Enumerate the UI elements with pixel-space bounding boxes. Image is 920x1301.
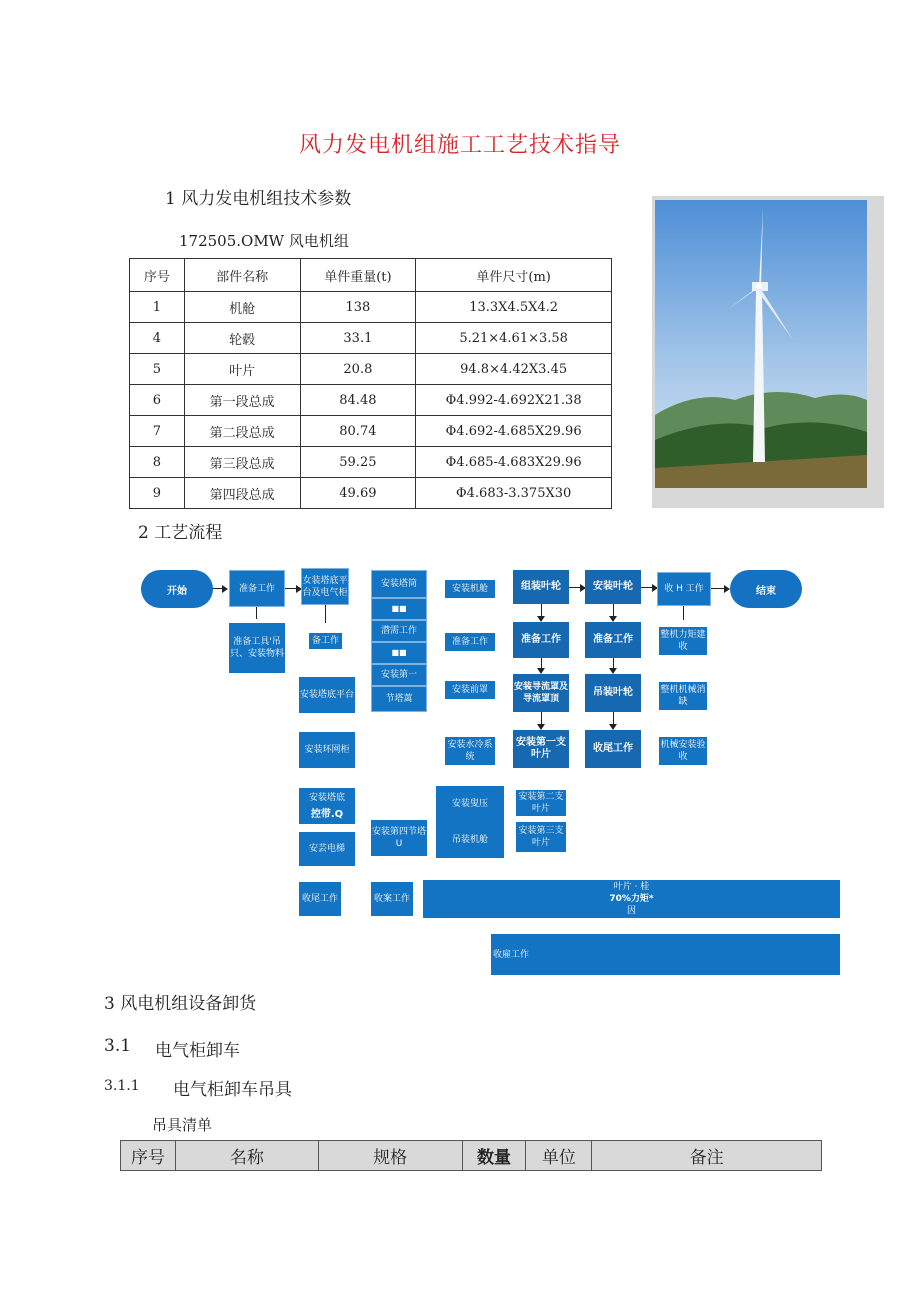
first-blade-box: 安装第一支叶片 — [513, 730, 569, 768]
end-node: 结束 — [730, 570, 802, 608]
connector — [711, 588, 725, 589]
cell: 叶片 — [184, 354, 300, 385]
section-3-1-1-number: 3.1.1 — [104, 1078, 140, 1094]
mech-accept-box: 机械安装验收 — [659, 737, 707, 765]
cell: 138 — [300, 292, 416, 323]
connector — [683, 606, 684, 620]
assemble-rotor-box: 组装叶轮 — [513, 570, 569, 604]
third-blade-box: 安装第三支叶片 — [516, 822, 566, 852]
base-ctrl-box-2: 控带.Q — [299, 806, 355, 824]
cell: 7 — [130, 416, 185, 447]
cell: 第一段总成 — [184, 385, 300, 416]
tower-box: 安装塔筒 — [371, 570, 427, 598]
cell: 9 — [130, 478, 185, 509]
finish-box-2: 收案工作 — [371, 882, 413, 916]
header-cell: 单件重量(t) — [300, 259, 416, 292]
table-header-row — [130, 259, 612, 292]
header-cell: 部件名称 — [184, 259, 300, 292]
cell: Φ4.992-4.692X21.38 — [416, 385, 612, 416]
cell: 第四段总成 — [184, 478, 300, 509]
header-cell: 单件尺寸(m) — [416, 259, 612, 292]
ring-cabinet-box: 安装环网柜 — [299, 732, 355, 768]
mech-clean-box: 整机机械消缺 — [659, 682, 707, 710]
tools-table — [120, 1140, 822, 1171]
prep3-box: 准备工作 — [445, 633, 495, 651]
prep2-box: 备工作 — [309, 633, 342, 649]
nacelle-box: 安装机舱 — [445, 580, 495, 598]
section-3-1-number: 3.1 — [104, 1036, 132, 1056]
cell: 84.48 — [300, 385, 416, 416]
prep5-box: 准备工作 — [585, 622, 641, 658]
cell: Φ4.685-4.683X29.96 — [416, 447, 612, 478]
header-cell: 规格 — [318, 1141, 462, 1171]
cell: 20.8 — [300, 354, 416, 385]
header-cell: 数量 — [462, 1141, 526, 1171]
finish-box-1: 收尾工作 — [299, 882, 341, 916]
second-blade-box: 安装第二支叶片 — [516, 790, 566, 816]
table-row — [130, 416, 612, 447]
tower-first-box-2: 节塔蓠 — [371, 686, 427, 712]
cell: Φ4.683-3.375X30 — [416, 478, 612, 509]
prep4-box: 准备工作 — [513, 622, 569, 658]
cell: 机舱 — [184, 292, 300, 323]
cell: 6 — [130, 385, 185, 416]
base-ctrl-box-1: 安装塔底 — [299, 788, 355, 808]
prep-sub-box: 准备工具'吊只、安装物料 — [229, 623, 285, 673]
arrow — [222, 585, 228, 593]
model-label: 172505.OMW 风电机组 — [179, 232, 349, 250]
tower-fourth-box: 安装第四节塔 U — [371, 820, 427, 856]
cell: 94.8×4.42X3.45 — [416, 354, 612, 385]
cell: 33.1 — [300, 323, 416, 354]
wide-box-2: 收雇工作 — [491, 934, 840, 975]
cell: 第二段总成 — [184, 416, 300, 447]
elevator-box: 安芸电梯 — [299, 832, 355, 866]
tower-first-box-1: 安装第一 — [371, 664, 427, 686]
wide-box-1-line-3: 因 — [626, 906, 636, 916]
section-3-1-heading: 电气柜卸车 — [155, 1041, 240, 1061]
wind-turbine-photo — [655, 200, 867, 488]
cell: Φ4.692-4.685X29.96 — [416, 416, 612, 447]
tools-list-label: 吊具清单 — [152, 1116, 213, 1134]
transformer-box: 安装叟压 — [436, 786, 504, 822]
section-1-heading: 1 风力发电机组技术参数 — [165, 189, 352, 209]
cell: 4 — [130, 323, 185, 354]
table-row — [130, 323, 612, 354]
lift-nacelle-box: 吊装机舱 — [436, 822, 504, 858]
section-2-heading: 2 工艺流程 — [138, 523, 223, 543]
cell: 1 — [130, 292, 185, 323]
section-3-1-1-heading: 电气柜卸车吊具 — [173, 1080, 292, 1100]
lift-rotor-box: 吊装叶轮 — [585, 674, 641, 712]
table-row — [130, 354, 612, 385]
dots-box-1: ■■ — [371, 598, 427, 620]
water-cool-box: 安装水冷系统 — [445, 737, 495, 765]
finish-h-box: 收 H 工作 — [657, 572, 711, 606]
header-cell: 名称 — [175, 1141, 318, 1171]
table-row — [130, 447, 612, 478]
finish-box-3: 收尾工作 — [585, 730, 641, 768]
table-row — [130, 292, 612, 323]
header-cell: 备注 — [592, 1141, 822, 1171]
cell: 5 — [130, 354, 185, 385]
cell: 轮毂 — [184, 323, 300, 354]
base-platform-box: 安装塔底平台 — [299, 677, 355, 713]
connector — [256, 607, 257, 619]
header-cell: 单位 — [526, 1141, 592, 1171]
section-3-heading: 3 风电机组设备卸货 — [104, 994, 257, 1014]
guide-cover-box: 安装导流罩及导流罩顶 — [513, 674, 569, 712]
front-cover-box: 安装前罩 — [445, 681, 495, 699]
header-cell: 序号 — [121, 1141, 176, 1171]
header-cell: 序号 — [130, 259, 185, 292]
page-title: 风力发电机组施工工艺技术指导 — [298, 133, 621, 158]
cell: 5.21×4.61×3.58 — [416, 323, 612, 354]
table-row — [130, 478, 612, 509]
cell: 8 — [130, 447, 185, 478]
cell: 13.3X4.5X4.2 — [416, 292, 612, 323]
wide-box-1-line-2: 70%力矩* — [609, 894, 654, 904]
cell: 59.25 — [300, 447, 416, 478]
wide-box-1 — [423, 880, 840, 918]
parameter-table — [129, 258, 612, 509]
torque-check-box: 整机力矩建收 — [659, 627, 707, 655]
tower-prep-box: 潜需工作 — [371, 620, 427, 642]
install-base-box: 女装塔底平台及电气柜 — [301, 568, 349, 605]
cell: 80.74 — [300, 416, 416, 447]
cell: 第三段总成 — [184, 447, 300, 478]
start-node: 开始 — [141, 570, 213, 608]
install-rotor-box: 安装叶轮 — [585, 570, 641, 604]
dots-box-2: ■■ — [371, 642, 427, 664]
table-row — [130, 385, 612, 416]
wide-box-1-line-1: 叶片 · 桂 — [613, 882, 650, 892]
cell: 49.69 — [300, 478, 416, 509]
table-header-row — [121, 1141, 822, 1171]
prep-box: 准备工作 — [229, 570, 285, 607]
connector — [325, 605, 326, 623]
